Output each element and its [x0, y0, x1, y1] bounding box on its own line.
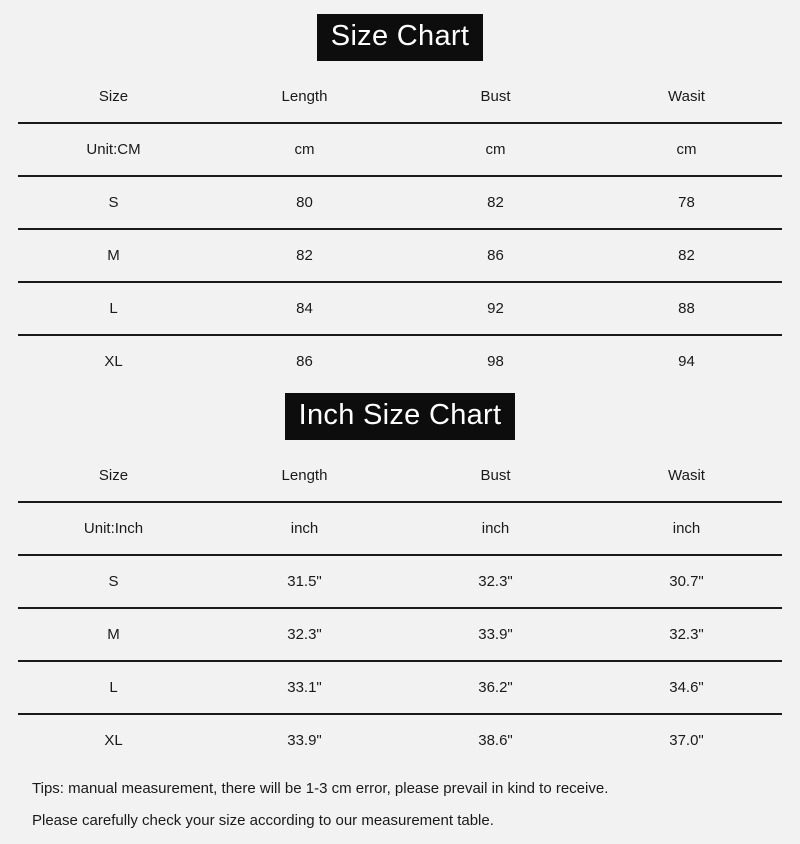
table-row [18, 608, 782, 661]
inch-unit-bust: inch [400, 502, 591, 555]
inch-unit-wasit: inch [591, 502, 782, 555]
inch-col-header-wasit: Wasit [591, 450, 782, 502]
table-row [18, 176, 782, 229]
cm-row-bust: 86 [400, 229, 591, 282]
inch-row-size: XL [104, 732, 123, 749]
inch-unit-label: Unit:Inch [18, 502, 209, 555]
inch-row-bust: 32.3" [400, 555, 591, 608]
cm-row-wasit: 88 [591, 282, 782, 335]
cm-col-header-length: Length [209, 71, 400, 123]
cm-unit-wasit: cm [591, 123, 782, 176]
cm-row-length: 82 [209, 229, 400, 282]
inch-row-length: 32.3" [209, 608, 400, 661]
cm-row-bust: 92 [400, 282, 591, 335]
inch-row-wasit: 30.7" [591, 555, 782, 608]
inch-unit-row [18, 502, 782, 555]
inch-unit-length: inch [209, 502, 400, 555]
inch-row-bust: 33.9" [400, 608, 591, 661]
inch-col-header-size: Size [18, 450, 209, 502]
inch-size-table [18, 450, 782, 766]
cm-row-size: M [18, 229, 209, 282]
inch-table-header-row [18, 450, 782, 502]
table-row [18, 555, 782, 608]
cm-row-wasit: 78 [591, 176, 782, 229]
cm-unit-length: cm [209, 123, 400, 176]
inch-row-length: 33.9" [287, 732, 322, 749]
tips-line-2: Please carefully check your size according to our measurement table. [32, 812, 494, 829]
cm-row-length: 84 [209, 282, 400, 335]
cm-row-size: S [18, 176, 209, 229]
cm-col-header-size: Size [18, 71, 209, 123]
cm-row-bust: 82 [400, 176, 591, 229]
inch-row-length: 31.5" [209, 555, 400, 608]
table-row [18, 335, 782, 387]
tips-line-1: Tips: manual measurement, there will be 1-3 cm error, please prevail in kind to receive. [32, 780, 609, 797]
cm-col-header-wasit: Wasit [591, 71, 782, 123]
inch-row-bust: 36.2" [400, 661, 591, 714]
inch-row-size: L [18, 661, 209, 714]
cm-chart-title-wrap [18, 14, 782, 61]
cm-unit-row [18, 123, 782, 176]
cm-row-wasit: 94 [678, 353, 695, 370]
inch-row-size: M [18, 608, 209, 661]
table-row [18, 282, 782, 335]
inch-col-header-length: Length [209, 450, 400, 502]
inch-col-header-bust: Bust [400, 450, 591, 502]
inch-chart-title-wrap [18, 393, 782, 440]
inch-row-length: 33.1" [209, 661, 400, 714]
inch-row-wasit: 34.6" [591, 661, 782, 714]
table-row [18, 714, 782, 766]
inch-row-wasit: 32.3" [591, 608, 782, 661]
inch-row-wasit: 37.0" [669, 732, 704, 749]
cm-row-bust: 98 [487, 353, 504, 370]
cm-row-length: 86 [296, 353, 313, 370]
cm-unit-label: Unit:CM [18, 123, 209, 176]
inch-chart-title: Inch Size Chart [285, 393, 516, 440]
tips-block [18, 780, 782, 844]
cm-chart-title: Size Chart [317, 14, 483, 61]
cm-row-length: 80 [209, 176, 400, 229]
cm-unit-bust: cm [400, 123, 591, 176]
cm-row-wasit: 82 [591, 229, 782, 282]
table-row [18, 229, 782, 282]
table-row [18, 661, 782, 714]
cm-row-size: XL [104, 353, 123, 370]
inch-row-bust: 38.6" [478, 732, 513, 749]
cm-row-size: L [18, 282, 209, 335]
inch-row-size: S [18, 555, 209, 608]
cm-size-table [18, 71, 782, 387]
cm-table-header-row [18, 71, 782, 123]
cm-col-header-bust: Bust [400, 71, 591, 123]
